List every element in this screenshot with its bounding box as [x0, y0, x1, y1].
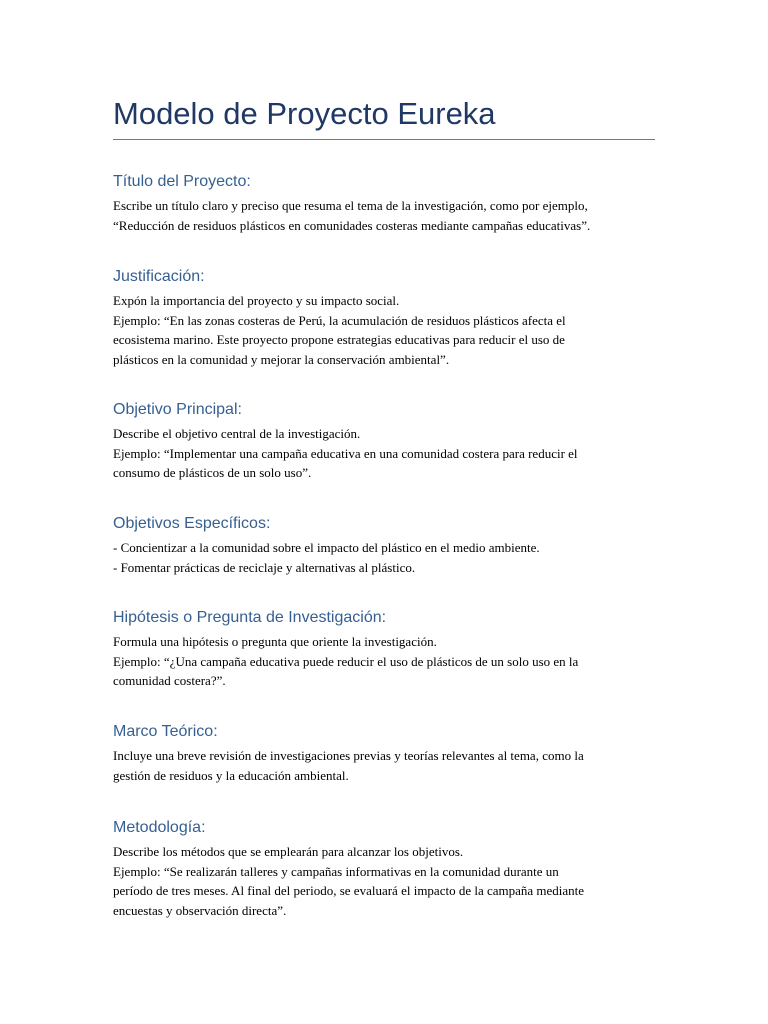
- section-objetivo-principal: [113, 400, 655, 483]
- title-underline: [113, 139, 655, 140]
- section-body: [113, 746, 655, 785]
- paragraph-line: consumo de plásticos de un solo uso”.: [113, 465, 312, 480]
- paragraph-line: ecosistema marino. Este proyecto propone estrategias educativas para reducir el uso de: [113, 332, 565, 347]
- section-titulo-del-proyecto: [113, 172, 655, 235]
- section-heading: Justificación:: [113, 268, 205, 285]
- paragraph-line: “Reducción de residuos plásticos en comunidades costeras mediante campañas educativas”.: [113, 217, 591, 233]
- paragraph-line: gestión de residuos y la educación ambiental.: [113, 767, 349, 783]
- paragraph-line: comunidad costera?”.: [113, 673, 226, 688]
- paragraph-line: Escribe un título claro y preciso que resuma el tema de la investigación, como por ejemplo,: [113, 198, 588, 213]
- paragraph-line: encuestas y observación directa”.: [113, 902, 287, 918]
- section-justificacion: [113, 267, 655, 369]
- section-marco-teorico: [113, 722, 655, 785]
- paragraph-line: Ejemplo: “Implementar una campaña educativa en una comunidad costera para reducir el: [113, 445, 578, 461]
- section-body: [113, 196, 655, 235]
- paragraph-line: plásticos en la comunidad y mejorar la conservación ambiental”.: [113, 351, 450, 367]
- paragraph-line: Ejemplo: “Se realizarán talleres y campañas informativas en la comunidad durante un: [113, 863, 559, 879]
- paragraph-line: período de tres meses. Al final del periodo, se evaluará el impacto de la campaña mediante: [113, 883, 585, 898]
- section-body: [113, 538, 655, 577]
- section-body: [113, 291, 655, 369]
- section-heading: Metodología:: [113, 819, 206, 836]
- section-heading: Objetivos Específicos:: [113, 515, 271, 532]
- section-objetivos-especificos: [113, 514, 655, 577]
- paragraph-line: Expón la importancia del proyecto y su impacto social.: [113, 293, 400, 308]
- section-body: [113, 632, 655, 691]
- section-metodologia: [113, 818, 655, 920]
- section-body: [113, 842, 655, 920]
- paragraph-line: Incluye una breve revisión de investigaciones previas y teorías relevantes al tema, como la: [113, 748, 584, 763]
- section-hipotesis: [113, 608, 655, 691]
- paragraph-line: Ejemplo: “¿Una campaña educativa puede reducir el uso de plásticos de un solo uso en la: [113, 653, 579, 669]
- paragraph-line: Formula una hipótesis o pregunta que oriente la investigación.: [113, 634, 437, 649]
- section-body: [113, 424, 655, 483]
- paragraph-line: Describe el objetivo central de la investigación.: [113, 426, 361, 441]
- section-heading: Objetivo Principal:: [113, 401, 242, 418]
- paragraph-line: - Concientizar a la comunidad sobre el impacto del plástico en el medio ambiente.: [113, 540, 540, 555]
- section-heading: Marco Teórico:: [113, 723, 218, 740]
- document-title: Modelo de Proyecto Eureka: [113, 96, 496, 131]
- section-heading: Título del Proyecto:: [113, 173, 251, 190]
- paragraph-line: - Fomentar prácticas de reciclaje y alternativas al plástico.: [113, 559, 416, 575]
- paragraph-line: Describe los métodos que se emplearán para alcanzar los objetivos.: [113, 844, 464, 859]
- paragraph-line: Ejemplo: “En las zonas costeras de Perú, la acumulación de residuos plásticos afecta el: [113, 312, 566, 328]
- section-heading: Hipótesis o Pregunta de Investigación:: [113, 609, 387, 626]
